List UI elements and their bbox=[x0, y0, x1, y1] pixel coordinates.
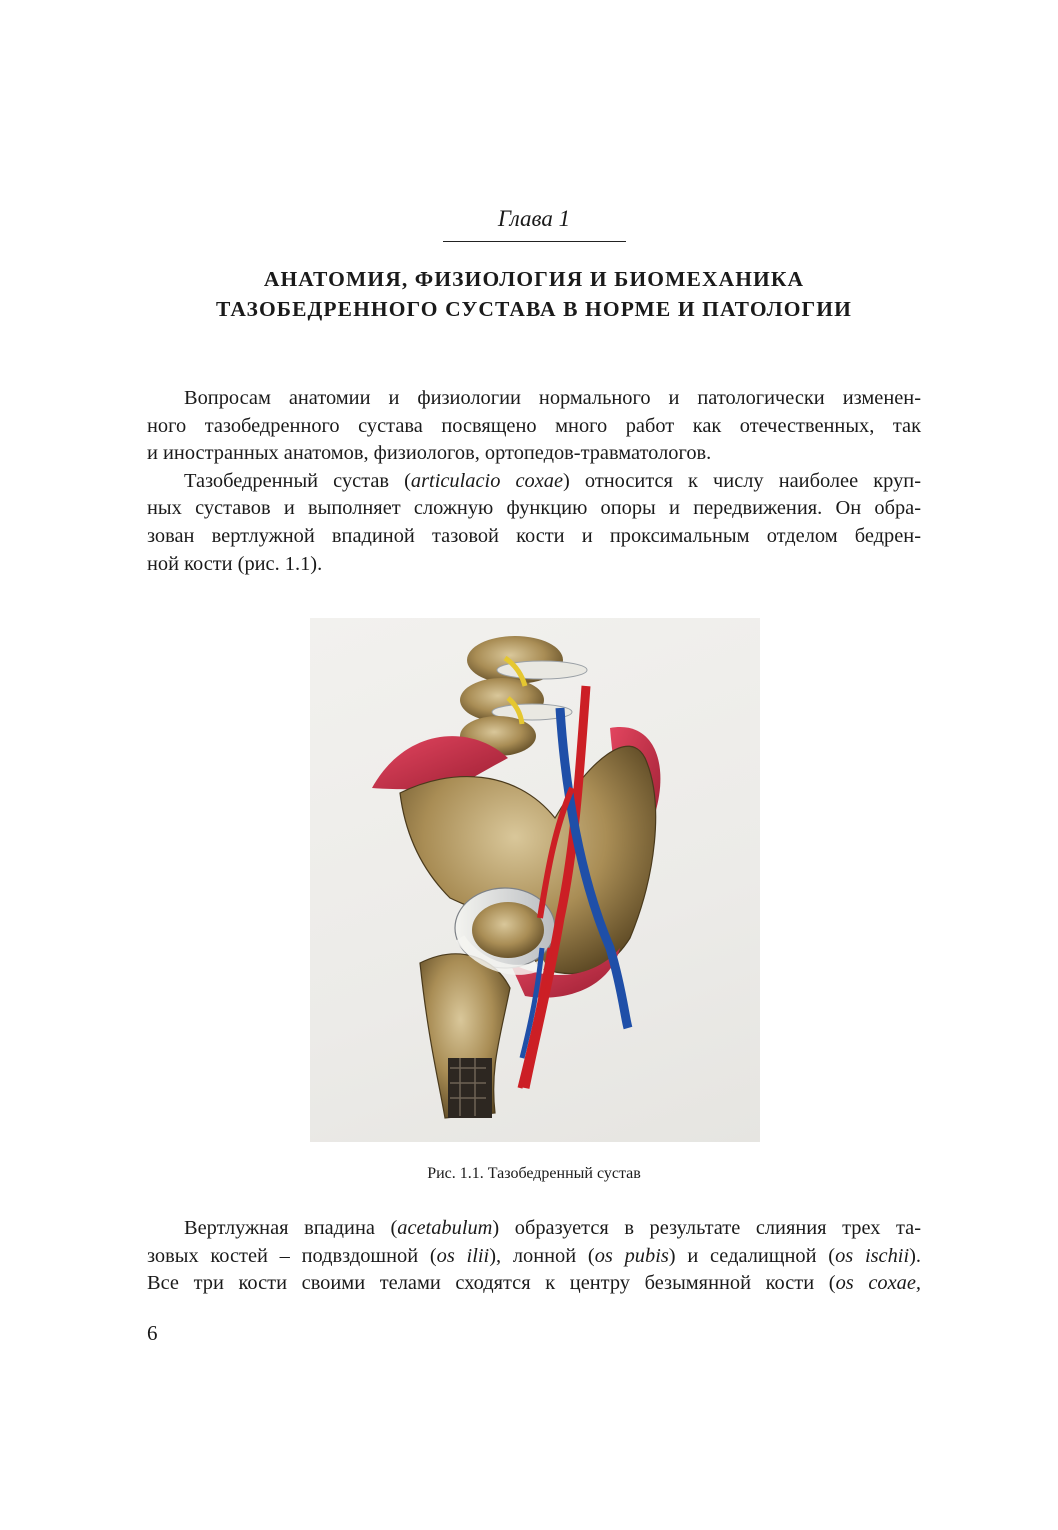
hip-joint-illustration bbox=[310, 618, 760, 1142]
continued-text bbox=[147, 1215, 921, 1298]
paragraph-1-line-1: Вопросам анатомии и физиологии нормального и патологически изменен- bbox=[184, 387, 921, 409]
figure-caption: Рис. 1.1. Тазобедренный сустав bbox=[427, 1165, 641, 1182]
latin-term-articulacio-coxae: articulacio coxae bbox=[410, 469, 564, 492]
page-number: 6 bbox=[147, 1321, 158, 1345]
paragraph-3-line-1 bbox=[147, 1215, 921, 1243]
latin-term-acetabulum: acetabulum bbox=[397, 1217, 493, 1239]
latin-term-os-coxae: os coxae, bbox=[835, 1272, 921, 1295]
vertebrae bbox=[460, 636, 587, 756]
paragraph-2-line-3: зован вертлужной впадиной тазовой кости и проксимальным отделом бедрен- bbox=[147, 524, 921, 547]
paragraph-3-text-a: Вертлужная впадина ( bbox=[184, 1217, 398, 1239]
paragraph-1-line-2: ного тазобедренного сустава посвящено много работ как отечественных, так bbox=[147, 414, 921, 437]
paragraph-3-text-f: ). bbox=[909, 1244, 922, 1267]
paragraph-2-text-a: Тазобедренный сустав ( bbox=[184, 469, 411, 492]
femoral-head bbox=[472, 902, 544, 958]
paragraph-3-text-b: ) образуется в результате слияния трех та- bbox=[492, 1217, 921, 1239]
latin-term-os-ischii: os ischii bbox=[835, 1244, 910, 1267]
paragraph-2-line-1 bbox=[147, 468, 921, 496]
chapter-title-line-2: ТАЗОБЕДРЕННОГО СУСТАВА В НОРМЕ И ПАТОЛОГИИ bbox=[216, 297, 852, 321]
paragraph-2 bbox=[147, 468, 921, 578]
chapter-title-line-1: АНАТОМИЯ, ФИЗИОЛОГИЯ И БИОМЕХАНИКА bbox=[263, 267, 805, 291]
paragraph-3-text-g: Все три кости своими телами сходятся к центру безымянной кости ( bbox=[147, 1272, 836, 1295]
intro-text bbox=[147, 385, 921, 578]
paragraph-3-line-3 bbox=[147, 1270, 921, 1298]
paragraph-3-text-c: зовых костей – подвздошной ( bbox=[147, 1244, 437, 1267]
chapter-title bbox=[0, 264, 1058, 324]
paragraph-1 bbox=[147, 385, 921, 468]
paragraph-3 bbox=[147, 1215, 921, 1298]
paragraph-1-line-3: и иностранных анатомов, физиологов, ортопедов-травматологов. bbox=[147, 442, 712, 465]
bone-marrow-section bbox=[448, 1058, 492, 1118]
hip-joint-drawing bbox=[310, 618, 760, 1142]
paragraph-2-line-4: ной кости (рис. 1.1). bbox=[147, 552, 323, 575]
paragraph-2-line-2: ных суставов и выполняет сложную функцию опоры и передвижения. Он обра- bbox=[147, 497, 921, 520]
latin-term-os-pubis: os pubis bbox=[594, 1244, 669, 1267]
paragraph-3-text-d: ), лонной ( bbox=[489, 1244, 595, 1267]
latin-term-os-ilii: os ilii bbox=[436, 1244, 490, 1267]
paragraph-3-text-e: ) и седалищной ( bbox=[668, 1244, 836, 1267]
paragraph-2-text-b: ) относится к числу наиболее круп- bbox=[563, 469, 921, 492]
chapter-label: Глава 1 bbox=[497, 206, 571, 231]
chapter-divider bbox=[443, 241, 626, 242]
paragraph-3-line-2 bbox=[147, 1243, 921, 1271]
